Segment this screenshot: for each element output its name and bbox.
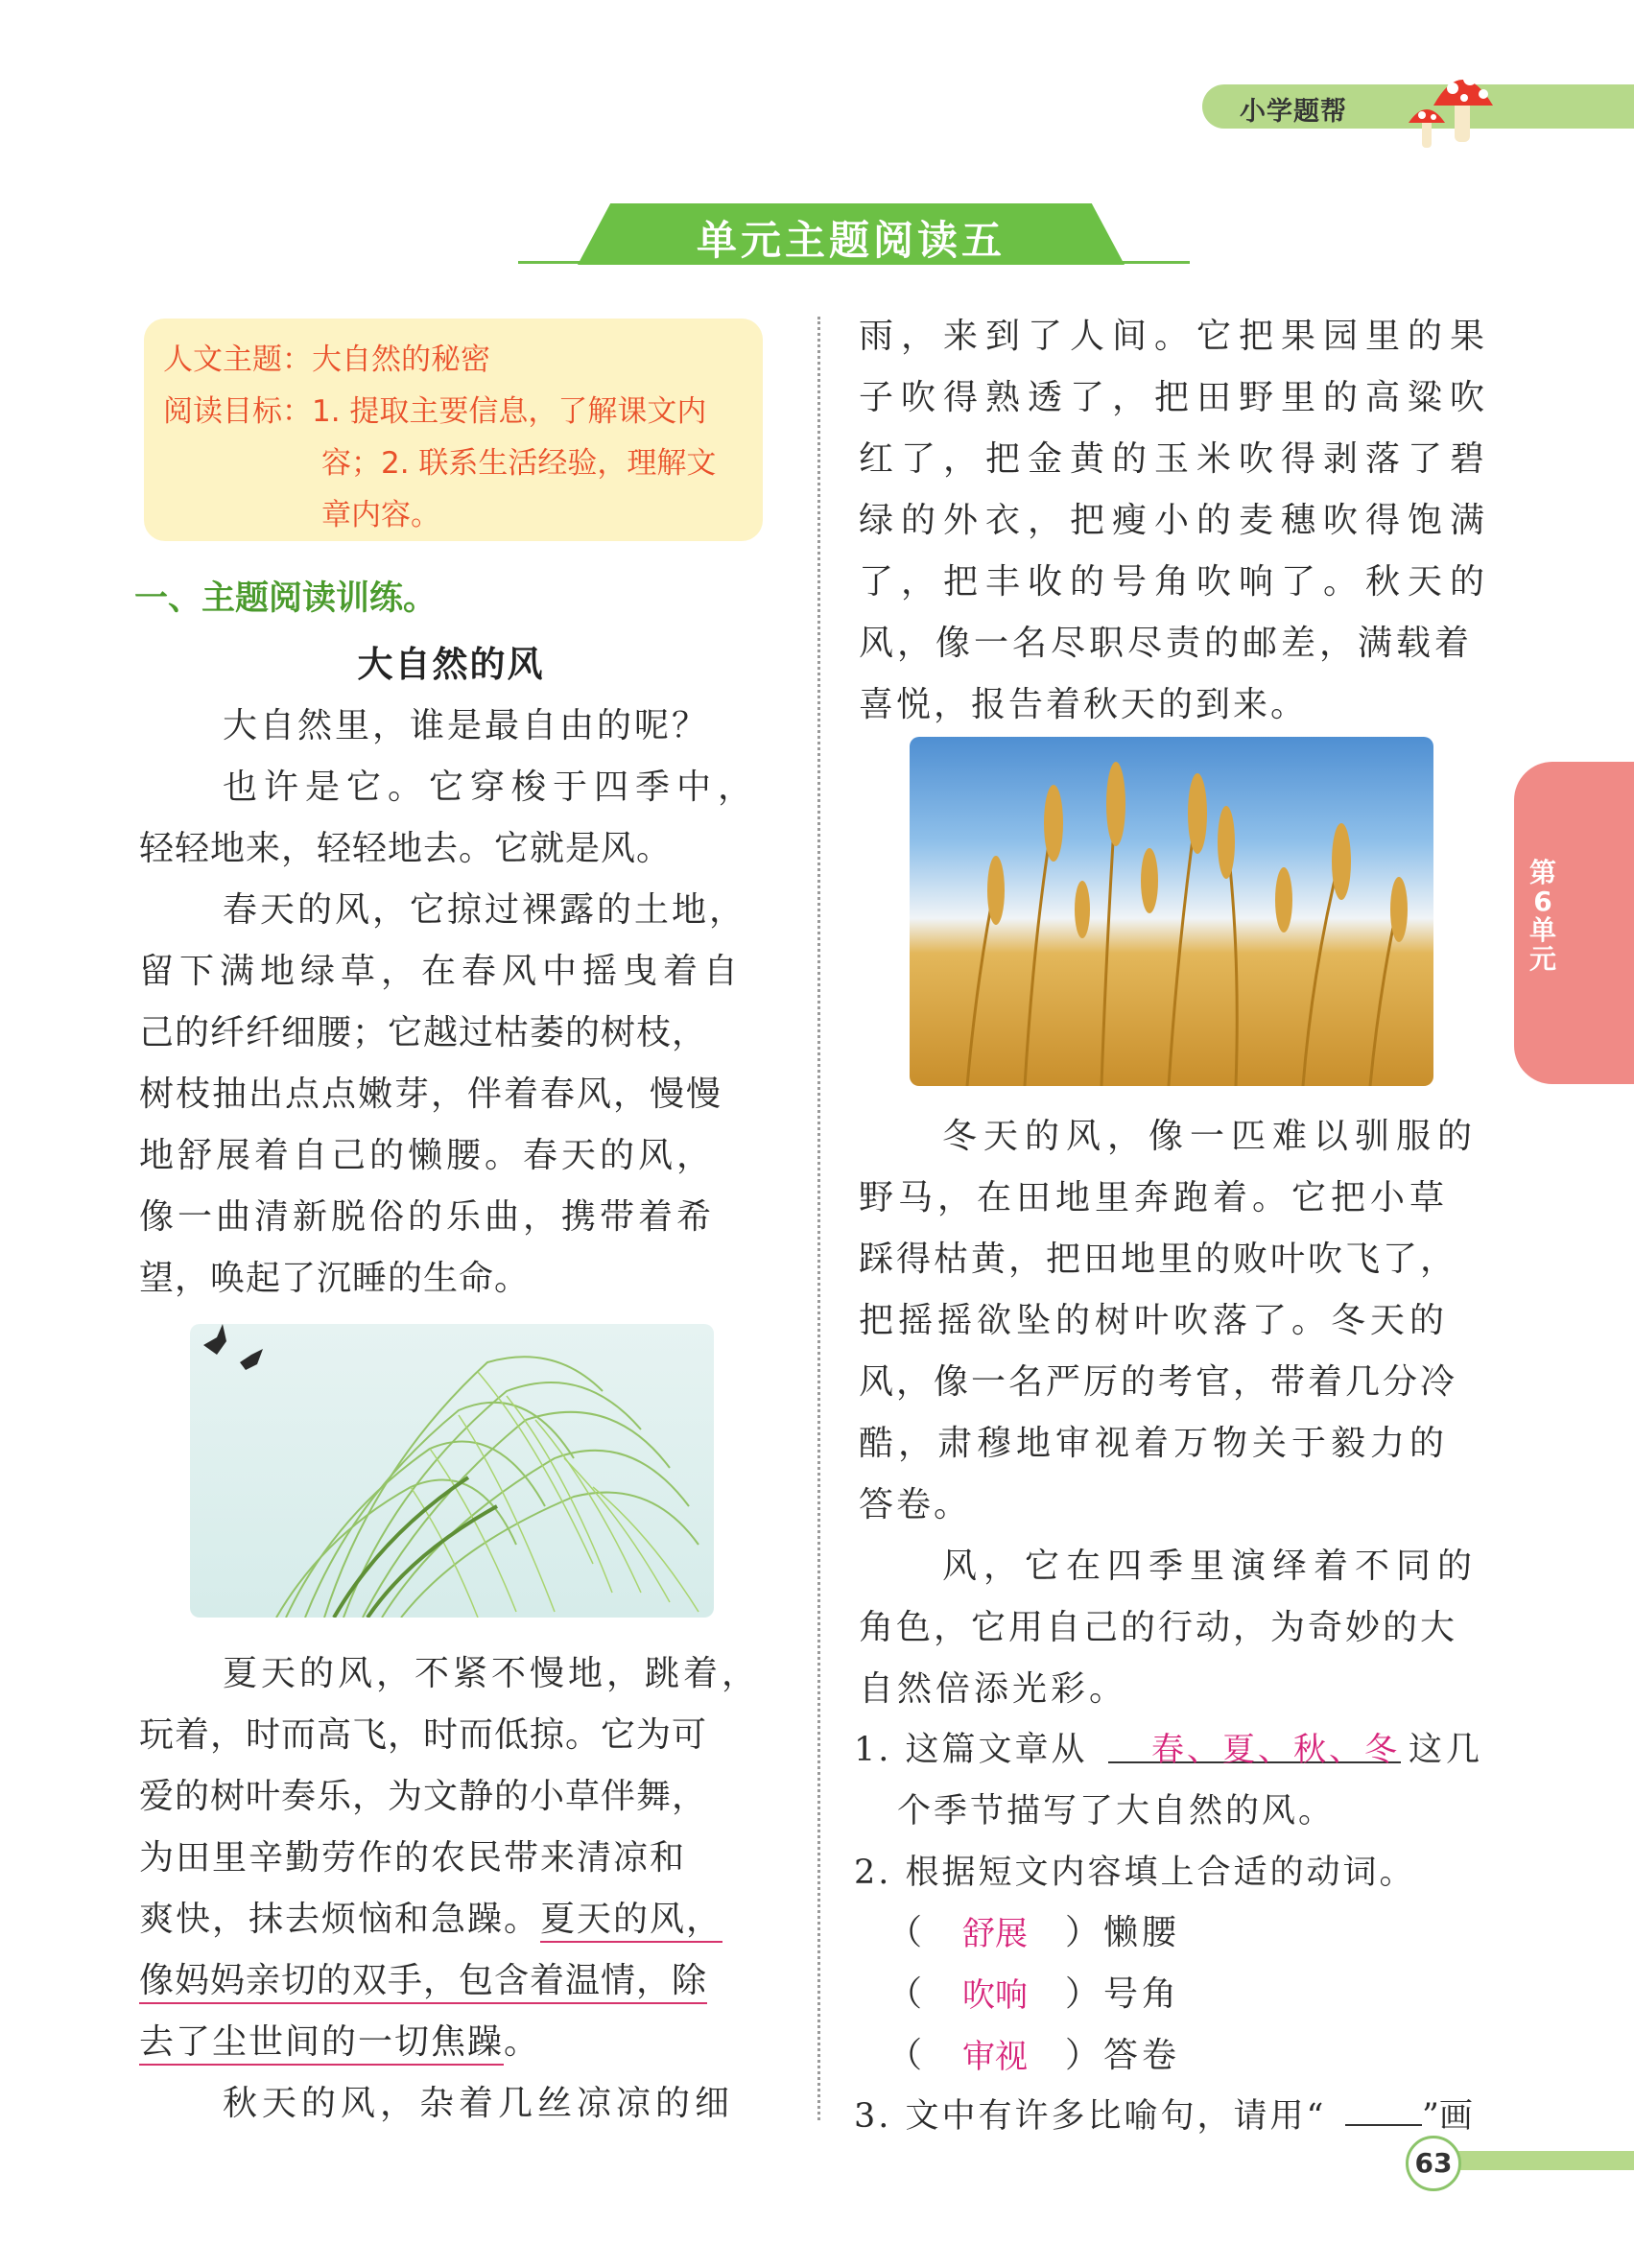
text-line: 地舒展着自己的懒腰。春天的风， (139, 1136, 716, 1175)
text-line: 冬天的风，像一匹难以驯服的 (942, 1117, 1480, 1156)
text-line: 秋天的风，杂着几丝凉凉的细 (223, 2084, 735, 2123)
text-line: 绿的外衣，把瘦小的麦穗吹得饱满 (859, 501, 1493, 540)
mushroom-icon (1397, 59, 1503, 155)
text-line: 树枝抽出点点嫩芽，伴着春风，慢慢 (139, 1075, 723, 1114)
text-line: 踩得枯黄，把田地里的败叶吹飞了， (859, 1240, 1458, 1279)
theme-line-2: 阅读目标：1. 提取主要信息，了解课文内 (163, 394, 707, 429)
question-1-line2: 个季节描写了大自然的风。 (897, 1792, 1336, 1831)
text-line: 留下满地绿草，在春风中摇曳着自 (139, 952, 745, 991)
theme-line-4: 章内容。 (321, 498, 440, 532)
text-line: 大自然里，谁是最自由的呢？ (223, 706, 710, 745)
noun-label: 懒腰 (1103, 1913, 1181, 1952)
answer-text: 春、夏、秋、冬 (1151, 1731, 1400, 1769)
question-1-prefix: 1. 这篇文章从 (854, 1731, 1088, 1769)
text-line: 风，像一名尽职尽责的邮差，满载着 (859, 624, 1474, 663)
answer-text[interactable]: 吹响 (962, 1976, 1028, 2015)
text-line: 野马，在田地里奔跑着。它把小草 (859, 1178, 1450, 1217)
underlined-simile: 夏天的风， (540, 1900, 722, 1943)
question-3-prefix: 3. 文中有许多比喻句，请用“ (854, 2097, 1327, 2136)
noun-label: 号角 (1103, 1974, 1181, 2014)
answer-text[interactable]: 舒展 (962, 1915, 1028, 1953)
text-line: 春天的风，它掠过裸露的土地， (223, 890, 747, 930)
answer-text[interactable]: 审视 (962, 2038, 1028, 2076)
text-line: 轻轻地来，轻轻地去。它就是风。 (139, 829, 673, 868)
text-line: 夏天的风，不紧不慢地，跳着， (223, 1654, 761, 1693)
text-line (139, 2015, 540, 2064)
question-1-suffix: 这几 (1409, 1731, 1484, 1769)
text-segment: 。 (504, 2022, 541, 2062)
theme-line-3: 容；2. 联系生活经验，理解文 (321, 446, 717, 481)
text-line: 把摇摇欲坠的树叶吹落了。冬天的 (859, 1301, 1450, 1340)
question-2: 2. 根据短文内容填上合适的动词。 (854, 1854, 1416, 1892)
text-line: 角色，它用自己的行动，为奇妙的大 (859, 1608, 1458, 1647)
line-sample (1345, 2124, 1422, 2126)
wheat-image (910, 737, 1433, 1086)
text-line: 风，像一名严厉的考官，带着几分冷 (859, 1362, 1458, 1402)
text-line (139, 1953, 707, 2002)
text-line (139, 1892, 722, 1941)
column-divider (817, 317, 820, 2120)
text-line: 雨，来到了人间。它把果园里的果 (859, 317, 1493, 356)
paren-close: ） (1065, 2036, 1101, 2075)
text-line: 自然倍添光彩。 (859, 1669, 1128, 1709)
theme-line-1: 人文主题：大自然的秘密 (163, 343, 490, 377)
paren-close: ） (1065, 1913, 1101, 1952)
text-line: 望，唤起了沉睡的生命。 (139, 1259, 531, 1298)
text-line: 子吹得熟透了，把田野里的高粱吹 (859, 378, 1493, 417)
text-line: 像一曲清新脱俗的乐曲，携带着希 (139, 1197, 716, 1237)
text-line: 风，它在四季里演绎着不同的 (942, 1547, 1480, 1586)
page-number: 63 (1406, 2136, 1461, 2191)
text-line: 为田里辛勤劳作的农民带来清凉和 (139, 1838, 687, 1878)
text-line: 酷，肃穆地审视着万物关于毅力的 (859, 1424, 1450, 1463)
question-3-suffix: ”画 (1422, 2097, 1473, 2136)
noun-label: 答卷 (1103, 2036, 1181, 2075)
text-line: 答卷。 (859, 1485, 972, 1524)
text-line: 红了，把金黄的玉米吹得剥落了碧 (859, 439, 1493, 479)
paren-close: ） (1065, 1974, 1101, 2014)
text-line: 己的纤纤细腰；它越过枯萎的树枝， (139, 1013, 708, 1052)
text-line: 喜悦，报告着秋天的到来。 (859, 685, 1309, 724)
willow-image (190, 1324, 714, 1618)
text-line: 也许是它。它穿梭于四季中， (223, 768, 760, 807)
paren-open: （ (888, 2036, 923, 2075)
text-line: 了，把丰收的号角吹响了。秋天的 (859, 562, 1493, 602)
underlined-simile: 去了尘世间的一切焦躁 (139, 2022, 504, 2066)
unit-label: 第6单元 (1528, 857, 1556, 975)
section-heading: 一、主题阅读训练。 (134, 579, 438, 618)
page-title: 单元主题阅读五 (696, 217, 1006, 264)
brand-label: 小学题帮 (1240, 97, 1347, 127)
paren-open: （ (888, 1913, 923, 1952)
text-segment: 爽快，抹去烦恼和急躁。 (139, 1900, 541, 1939)
text-line: 爱的树叶奏乐，为文静的小草伴舞， (139, 1777, 708, 1816)
text-line: 玩着，时而高飞，时而低掠。它为可 (139, 1715, 708, 1755)
paren-open: （ (888, 1974, 923, 2014)
underlined-simile: 像妈妈亲切的双手，包含着温情，除 (139, 1961, 707, 2004)
article-title: 大自然的风 (357, 644, 545, 685)
